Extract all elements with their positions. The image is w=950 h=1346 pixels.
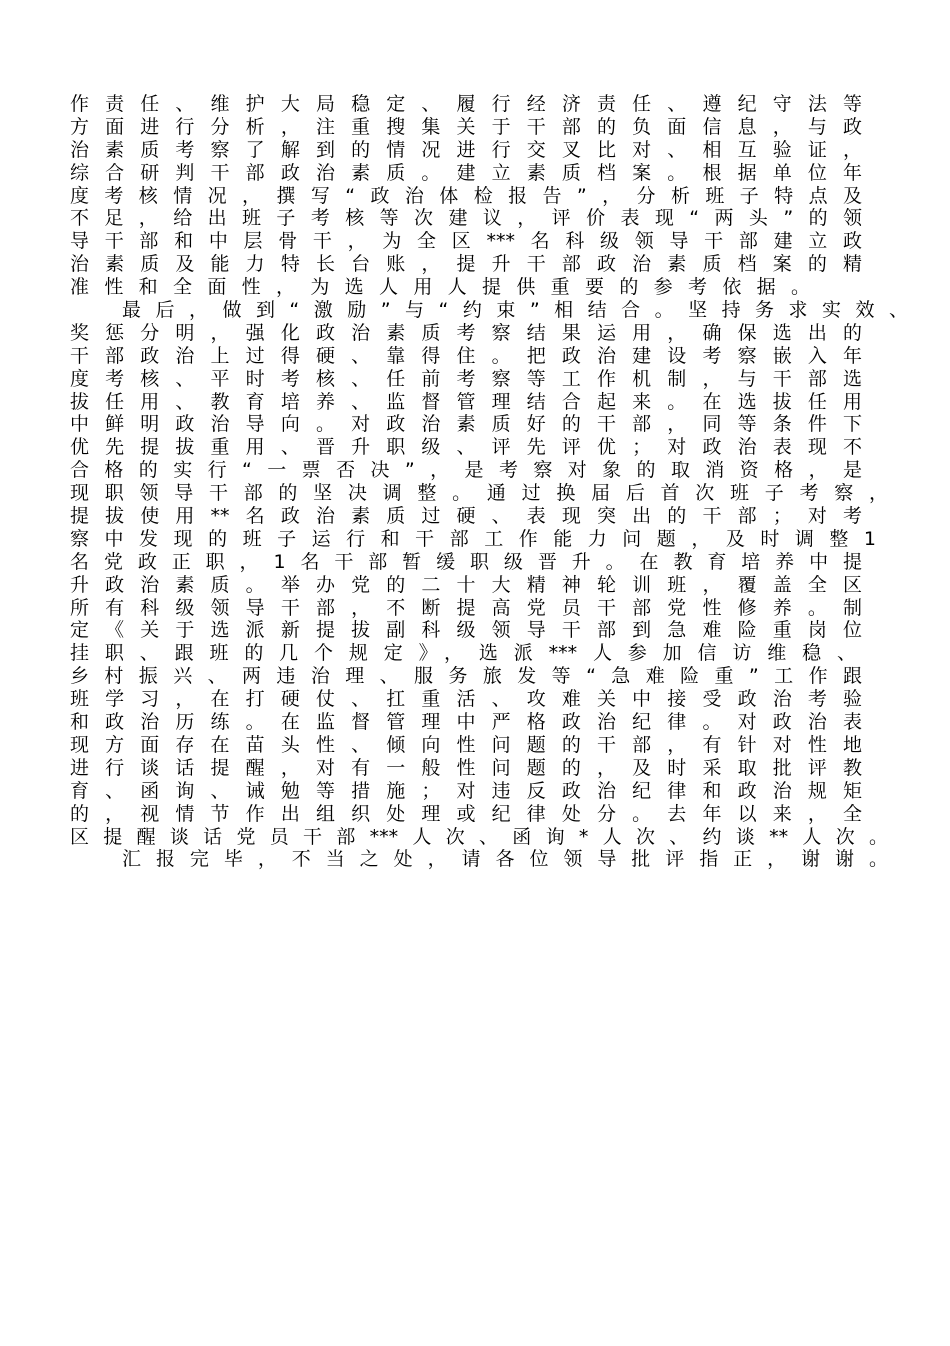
text-line: 治素质考察了解到的情况进行交叉比对、相互验证， bbox=[70, 138, 862, 161]
text-line: 名党政正职，1名干部暂缓职级晋升。在教育培养中提 bbox=[70, 550, 862, 573]
text-line: 和政治历练。在监督管理中严格政治纪律。对政治表 bbox=[70, 711, 862, 734]
text-line: 班学习，在打硬仗、扛重活、攻难关中接受政治考验 bbox=[70, 688, 862, 711]
text-line: 现方面存在苗头性、倾向性问题的干部，有针对性地 bbox=[70, 733, 862, 756]
text-line: 进行谈话提醒，对有一般性问题的，及时采取批评教 bbox=[70, 756, 862, 779]
text-line: 区提醒谈话党员干部***人次、函询*人次、约谈**人次。 bbox=[70, 825, 888, 848]
text-line: 导干部和中层骨干，为全区***名科级领导干部建立政 bbox=[70, 230, 862, 253]
text-line: 方面进行分析，注重搜集关于干部的负面信息，与政 bbox=[70, 115, 862, 138]
text-line: 度考核情况，撰写“政治体检报告”，分析班子特点及 bbox=[70, 184, 862, 207]
text-line: 定《关于选派新提拔副科级领导干部到急难险重岗位 bbox=[70, 619, 862, 642]
body-text bbox=[70, 93, 908, 871]
text-line: 提拔使用**名政治素质过硬、表现突出的干部；对考 bbox=[70, 505, 862, 528]
text-line: 准性和全面性，为选人用人提供重要的参考依据。 bbox=[70, 276, 810, 299]
closing-line: 汇报完毕，不当之处，请各位领导批评指正，谢谢。 bbox=[122, 848, 888, 871]
text-line: 度考核、平时考核、任前考察等工作机制，与干部选 bbox=[70, 367, 862, 390]
paragraph-start-line: 最后，做到“激励”与“约束”相结合。坚持务求实效、 bbox=[122, 299, 908, 322]
text-line: 现职领导干部的坚决调整。通过换届后首次班子考察， bbox=[70, 482, 888, 505]
text-line: 的，视情节作出组织处理或纪律处分。去年以来，全 bbox=[70, 802, 862, 825]
text-line: 合格的实行“一票否决”，是考察对象的取消资格，是 bbox=[70, 459, 862, 482]
text-line: 中鲜明政治导向。对政治素质好的干部，同等条件下 bbox=[70, 413, 862, 436]
text-line: 优先提拔重用、晋升职级、评先评优；对政治表现不 bbox=[70, 436, 862, 459]
text-line: 乡村振兴、两违治理、服务旅发等“急难险重”工作跟 bbox=[70, 665, 862, 688]
text-line: 拔任用、教育培养、监督管理结合起来。在选拔任用 bbox=[70, 390, 862, 413]
text-line: 综合研判干部政治素质。建立素质档案。根据单位年 bbox=[70, 161, 862, 184]
text-line: 所有科级领导干部，不断提高党员干部党性修养。制 bbox=[70, 596, 862, 619]
text-line: 挂职、跟班的几个规定》，选派***人参加信访维稳、 bbox=[70, 642, 856, 665]
text-line: 奖惩分明，强化政治素质考察结果运用，确保选出的 bbox=[70, 321, 862, 344]
text-line: 升政治素质。举办党的二十大精神轮训班，覆盖全区 bbox=[70, 573, 862, 596]
text-line: 育、函询、诫勉等措施；对违反政治纪律和政治规矩 bbox=[70, 779, 862, 802]
text-line: 察中发现的班子运行和干部工作能力问题，及时调整1 bbox=[70, 527, 876, 550]
text-line: 不足，给出班子考核等次建议，评价表现“两头”的领 bbox=[70, 207, 862, 230]
text-line: 作责任、维护大局稳定、履行经济责任、遵纪守法等 bbox=[70, 93, 862, 115]
text-line: 干部政治上过得硬、靠得住。把政治建设考察嵌入年 bbox=[70, 344, 862, 367]
text-line: 治素质及能力特长台账，提升干部政治素质档案的精 bbox=[70, 253, 862, 276]
